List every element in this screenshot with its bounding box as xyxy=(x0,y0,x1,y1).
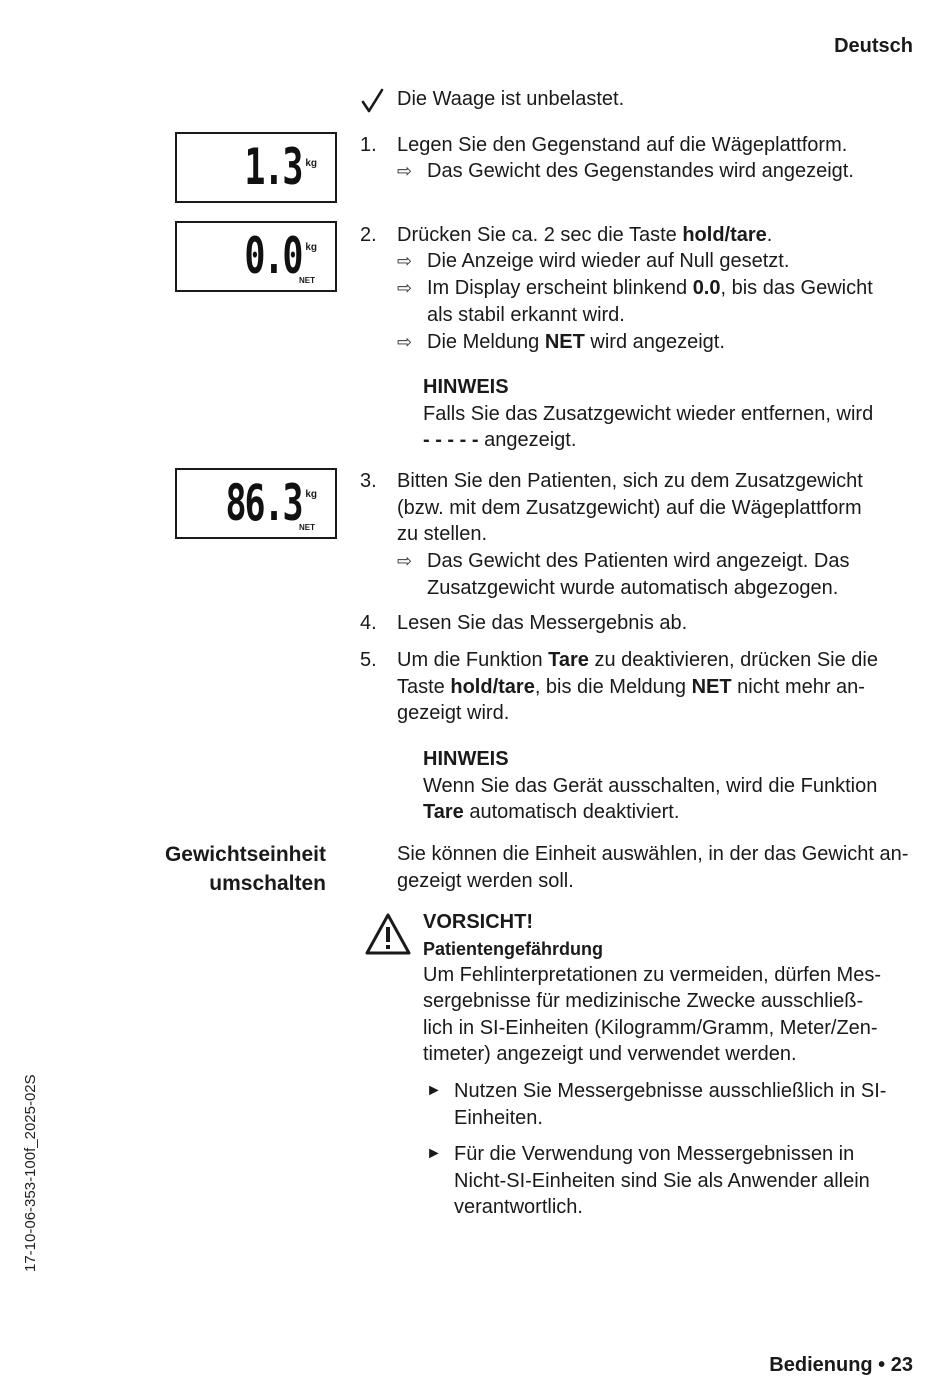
step-number: 5. xyxy=(360,649,377,671)
arrow-right-icon: ⇨ xyxy=(397,278,413,298)
display-unit: kg xyxy=(305,489,317,500)
precondition-text: Die Waage ist unbelastet. xyxy=(397,88,625,110)
result-text: Die Meldung NET wird angezeigt. xyxy=(427,331,725,353)
section-intro: Sie können die Einheit auswählen, in der das Gewicht an- gezeigt werden soll. xyxy=(397,843,909,892)
step-text: Drücken Sie ca. 2 sec die Taste hold/tare. xyxy=(397,224,773,246)
step-text: Bitten Sie den Patienten, sich zu dem Zusatzgewicht (bzw. mit dem Zusatzgewicht) auf die Wägeplattform zu stellen. xyxy=(397,470,863,545)
arrow-right-icon: ⇨ xyxy=(397,251,413,271)
display-unit: kg xyxy=(305,242,317,253)
triangle-bullet-icon: ► xyxy=(426,1145,442,1162)
step-result xyxy=(397,275,917,328)
page-footer: Bedienung • 23 xyxy=(769,1354,913,1376)
display-digits: 0.0 xyxy=(244,227,301,285)
warning-subtitle: Patientengefährdung xyxy=(423,938,604,959)
language-label: Deutsch xyxy=(834,35,913,57)
warning-box: VORSICHT! Patientengefährdung Um Fehlinterpretationen zu vermeiden, dürfen Mes- sergebnisse für medizinische Zwecke ausschließ- lich in SI-Einheiten (Kilogramm/Gramm, Meter/Zen- timeter) angezeigt und verwendet werden. xyxy=(423,909,913,1068)
step-result xyxy=(397,158,917,185)
note-box: HINWEIS Falls Sie das Zusatzgewicht wieder entfernen, wird - - - - - angezeigt. xyxy=(423,374,913,454)
step-text: Um die Funktion Tare zu deaktivieren, drücken Sie die Taste hold/tare, bis die Meldung NET nicht mehr an- gezeigt wird. xyxy=(397,649,878,724)
result-text: Das Gewicht des Gegenstandes wird angezeigt. xyxy=(427,160,854,182)
checkmark-icon xyxy=(360,87,386,115)
display-digits: 1.3 xyxy=(244,138,301,196)
display-net-indicator: NET xyxy=(299,276,315,285)
arrow-right-icon: ⇨ xyxy=(397,332,413,352)
step-text: Legen Sie den Gegenstand auf die Wägeplattform. xyxy=(397,134,848,156)
step-number: 2. xyxy=(360,224,377,246)
warning-bullet: ► Nutzen Sie Messergebnisse ausschließlich in SI- Einheiten. xyxy=(426,1080,887,1129)
step-result xyxy=(397,329,917,356)
result-text: Die Anzeige wird wieder auf Null gesetzt. xyxy=(427,250,790,272)
step-result xyxy=(397,548,917,601)
note-title: HINWEIS xyxy=(423,376,509,398)
result-text: Im Display erscheint blinkend 0.0, bis das Gewicht als stabil erkannt wird. xyxy=(427,277,873,326)
step-number: 4. xyxy=(360,612,377,634)
note-text: Wenn Sie das Gerät ausschalten, wird die Funktion xyxy=(423,774,878,797)
warning-title: VORSICHT! xyxy=(423,911,533,933)
arrow-right-icon: ⇨ xyxy=(397,161,413,181)
display-net-indicator: NET xyxy=(299,523,315,532)
triangle-bullet-icon: ► xyxy=(426,1082,442,1099)
step-number: 3. xyxy=(360,470,377,492)
section-heading: Gewichtseinheit umschalten xyxy=(164,843,326,895)
display-digits: 86.3 xyxy=(225,474,301,532)
step-result xyxy=(397,248,917,275)
note-box: HINWEIS Wenn Sie das Gerät ausschalten, wird die Funktion Tare automatisch deaktiviert. xyxy=(423,746,913,826)
warning-triangle-icon xyxy=(364,912,412,956)
scale-display-3 xyxy=(175,468,337,539)
warning-bullet: ► Für die Verwendung von Messergebnissen in Nicht-SI-Einheiten sind Sie als Anwender allein verantwortlich. xyxy=(426,1143,870,1218)
document-id: 17-10-06-353-100f_2025-02S xyxy=(22,1074,39,1272)
display-unit: kg xyxy=(305,158,317,169)
result-text: Das Gewicht des Patienten wird angezeigt. Das Zusatzgewicht wurde automatisch abgezogen. xyxy=(427,550,850,599)
scale-display-1 xyxy=(175,132,337,203)
note-title: HINWEIS xyxy=(423,748,509,770)
arrow-right-icon: ⇨ xyxy=(397,551,413,571)
note-text: Falls Sie das Zusatzgewicht wieder entfernen, wird xyxy=(423,402,874,425)
step-text: Lesen Sie das Messergebnis ab. xyxy=(397,612,688,634)
step-number: 1. xyxy=(360,134,377,156)
scale-display-2 xyxy=(175,221,337,292)
